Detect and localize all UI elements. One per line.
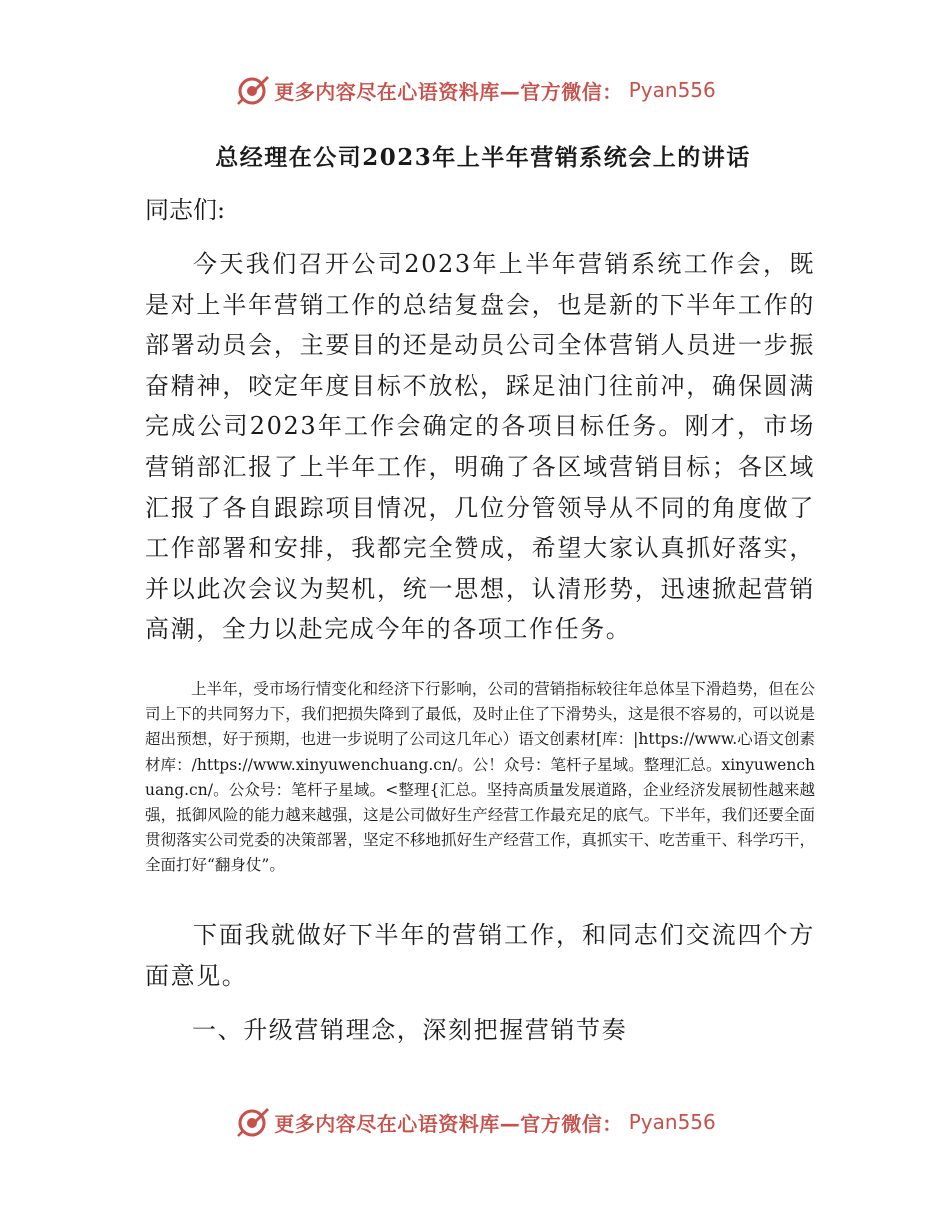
banner-wechat-id: Pyan556 <box>628 78 716 102</box>
paragraph-opening: 今天我们召开公司2023年上半年营销系统工作会，既是对上半年营销工作的总结复盘会，也是新的下半年工作的部署动员会，主要目的还是动员公司全体营销人员进一步振奋精神，咬定年度目标不放松，踩足油门往前冲，确保圆满完成公司2023年工作会确定的各项目标任务。刚才，市场营销部汇报了上半年工作，明确了各区域营销目标；各区域汇报了各自跟踪项目情况，几位分管领导从不同的角度做了工作部署和安排，我都完全赞成，希望大家认真抓好落实，并以此次会议为契机，统一思想，认清形势，迅速掀起营销高潮，全力以赴完成今年的各项工作任务。 <box>145 250 815 644</box>
document-title: 总经理在公司2023年上半年营销系统会上的讲话 <box>215 144 751 171</box>
paragraph-first-half-review: 上半年，受市场行情变化和经济下行影响，公司的营销指标较往年总体呈下滑趋势，但在公司上下的共同努力下，我们把损失降到了最低，及时止住了下滑势头，这是很不容易的，可以说是超出预想，好于预期，也进一步说明了公司这几年心）语文创素材[库：|https://www.心语文创素材库：/https://www.xinyuwenchuang.cn/。公！众号：笔杆子星域。整理汇总。xinyuwenchuang.cn/。公众号：笔杆子星域。<整理{汇总。坚持高质量发展道路，企业经济发展韧性越来越强，抵御风险的能力越来越强，这是公司做好生产经营工作最充足的底气。下半年，我们还要全面贯彻落实公司党委的决策部署，坚定不移地抓好生产经营工作，真抓实干、吃苦重干、科学巧干，全面打好“翻身仗”。 <box>145 680 815 875</box>
banner-text: 更多内容尽在心语资料库—官方微信： <box>274 1111 623 1136</box>
footer-watermark-banner <box>0 1102 950 1142</box>
paragraph-transition: 下面我就做好下半年的营销工作，和同志们交流四个方面意见。 <box>145 921 815 990</box>
pen-logo-icon <box>234 1104 270 1140</box>
greeting: 同志们: <box>145 196 226 224</box>
banner-text: 更多内容尽在心语资料库—官方微信： <box>274 79 623 104</box>
header-watermark-banner <box>0 70 950 110</box>
pen-logo-icon <box>234 72 270 108</box>
banner-wechat-id: Pyan556 <box>628 1110 716 1134</box>
section-heading-1: 一、升级营销理念，深刻把握营销节奏 <box>192 1016 628 1044</box>
